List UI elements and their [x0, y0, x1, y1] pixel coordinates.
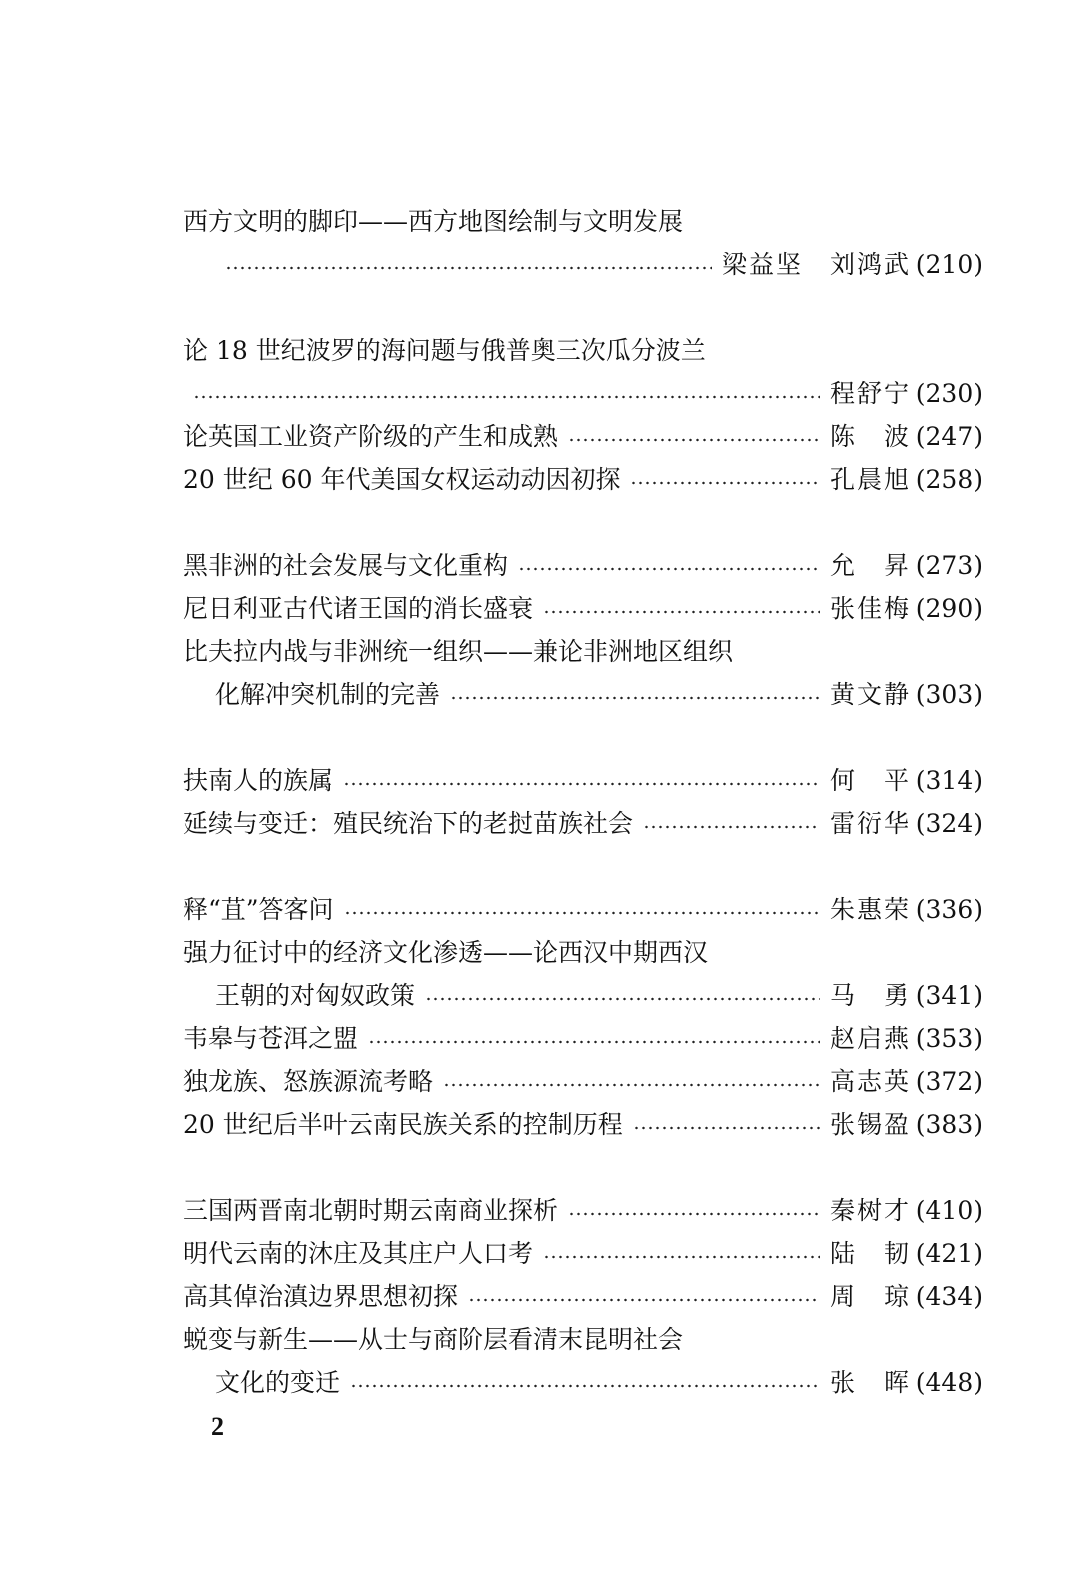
toc-author: 张佳梅 — [829, 594, 911, 623]
toc-entry-title — [183, 200, 983, 243]
dot-leader — [425, 997, 820, 1001]
dot-leader — [568, 438, 820, 442]
toc-entry — [183, 587, 983, 630]
toc-title: 扶南人的族属 — [183, 766, 334, 795]
dot-leader — [368, 1040, 820, 1044]
dot-leader — [344, 911, 820, 915]
toc-title: 独龙族、怒族源流考略 — [183, 1067, 434, 1096]
toc-author: 朱惠荣 — [829, 895, 911, 924]
toc-page-number: (383) — [915, 1110, 983, 1139]
toc-entry — [183, 802, 983, 845]
toc-page-number: (290) — [915, 594, 983, 623]
toc-author: 黄文静 — [829, 680, 911, 709]
toc-title: 论英国工业资产阶级的产生和成熟 — [183, 422, 559, 451]
toc-author: 雷衍华 — [829, 809, 911, 838]
dot-leader — [643, 825, 820, 829]
toc-title: 西方文明的脚印——西方地图绘制与文明发展 — [183, 207, 684, 236]
toc-title: 比夫拉内战与非洲统一组织——兼论非洲地区组织 — [183, 637, 734, 666]
toc-title-continuation: 文化的变迁 — [215, 1368, 341, 1397]
toc-entry-title — [183, 931, 983, 974]
dot-leader — [468, 1298, 820, 1302]
toc-page-number: (341) — [915, 981, 983, 1010]
toc-entry-leader-line — [183, 372, 983, 415]
toc-page-number: (372) — [915, 1067, 983, 1096]
toc-page-number: (410) — [915, 1196, 983, 1225]
toc-entry — [183, 888, 983, 931]
toc-page-number: (336) — [915, 895, 983, 924]
toc-entry-continuation — [183, 974, 983, 1017]
dot-leader — [633, 1126, 820, 1130]
toc-author: 秦树才 — [829, 1196, 911, 1225]
dot-leader — [450, 696, 820, 700]
toc-page-number: (421) — [915, 1239, 983, 1268]
toc-entry — [183, 759, 983, 802]
toc-entry-leader-line — [183, 243, 983, 286]
toc-title: 延续与变迁：殖民统治下的老挝苗族社会 — [183, 809, 634, 838]
toc-title-continuation: 王朝的对匈奴政策 — [215, 981, 416, 1010]
dot-leader — [443, 1083, 820, 1087]
toc-author: 赵启燕 — [829, 1024, 911, 1053]
toc-author: 陆 韧 — [829, 1239, 911, 1268]
toc-author: 周 琼 — [829, 1282, 911, 1311]
toc-author: 张 晖 — [829, 1368, 911, 1397]
toc-title: 20 世纪后半叶云南民族关系的控制历程 — [183, 1110, 623, 1139]
toc-author: 马 勇 — [829, 981, 911, 1010]
toc-title-continuation: 化解冲突机制的完善 — [215, 680, 441, 709]
toc-author: 何 平 — [829, 766, 911, 795]
dot-leader — [518, 567, 820, 571]
dot-leader — [568, 1212, 820, 1216]
toc-entry — [183, 1017, 983, 1060]
toc-title: 高其倬治滇边界思想初探 — [183, 1282, 459, 1311]
toc-title: 韦皋与苍洱之盟 — [183, 1024, 359, 1053]
toc-author: 孔晨旭 — [829, 465, 911, 494]
toc-page-number: (210) — [915, 250, 983, 279]
dot-leader — [543, 610, 820, 614]
toc-title: 论 18 世纪波罗的海问题与俄普奥三次瓜分波兰 — [183, 336, 706, 365]
toc-page-number: (324) — [915, 809, 983, 838]
dot-leader — [543, 1255, 820, 1259]
toc-title: 强力征讨中的经济文化渗透——论西汉中期西汉 — [183, 938, 709, 967]
toc-page-number: (247) — [915, 422, 983, 451]
toc-author: 高志英 — [829, 1067, 911, 1096]
toc-title: 三国两晋南北朝时期云南商业探析 — [183, 1196, 559, 1225]
toc-author: 允 昇 — [829, 551, 911, 580]
toc-entry — [183, 1275, 983, 1318]
toc-entry — [183, 1103, 983, 1146]
table-of-contents — [183, 200, 983, 1404]
toc-page-number: (448) — [915, 1368, 983, 1397]
toc-author: 梁益坚 刘鸿武 — [721, 250, 911, 279]
dot-leader — [193, 395, 820, 399]
toc-page-number: (230) — [915, 379, 983, 408]
toc-title: 明代云南的沐庄及其庄户人口考 — [183, 1239, 534, 1268]
toc-entry-title — [183, 1318, 983, 1361]
toc-title: 蜕变与新生——从士与商阶层看清末昆明社会 — [183, 1325, 684, 1354]
toc-page-number: (258) — [915, 465, 983, 494]
toc-page-number: (314) — [915, 766, 983, 795]
toc-entry-continuation — [183, 1361, 983, 1404]
toc-title: 黑非洲的社会发展与文化重构 — [183, 551, 509, 580]
toc-entry-title — [183, 329, 983, 372]
page-number: 2 — [211, 1412, 224, 1441]
toc-page-number: (273) — [915, 551, 983, 580]
dot-leader — [630, 481, 820, 485]
toc-entry — [183, 458, 983, 501]
dot-leader — [225, 266, 712, 270]
toc-author: 张锡盈 — [829, 1110, 911, 1139]
toc-entry-continuation — [183, 673, 983, 716]
toc-title: 20 世纪 60 年代美国女权运动动因初探 — [183, 465, 621, 494]
toc-author: 陈 波 — [829, 422, 911, 451]
toc-entry — [183, 1060, 983, 1103]
dot-leader — [350, 1384, 820, 1388]
toc-entry-title — [183, 630, 983, 673]
toc-page-number: (434) — [915, 1282, 983, 1311]
dot-leader — [343, 782, 820, 786]
toc-page-number: (303) — [915, 680, 983, 709]
toc-author: 程舒宁 — [829, 379, 911, 408]
toc-entry — [183, 544, 983, 587]
toc-entry — [183, 1189, 983, 1232]
toc-entry — [183, 1232, 983, 1275]
toc-title: 释“苴”答客问 — [183, 895, 334, 924]
toc-title: 尼日利亚古代诸王国的消长盛衰 — [183, 594, 534, 623]
toc-entry — [183, 415, 983, 458]
toc-page-number: (353) — [915, 1024, 983, 1053]
